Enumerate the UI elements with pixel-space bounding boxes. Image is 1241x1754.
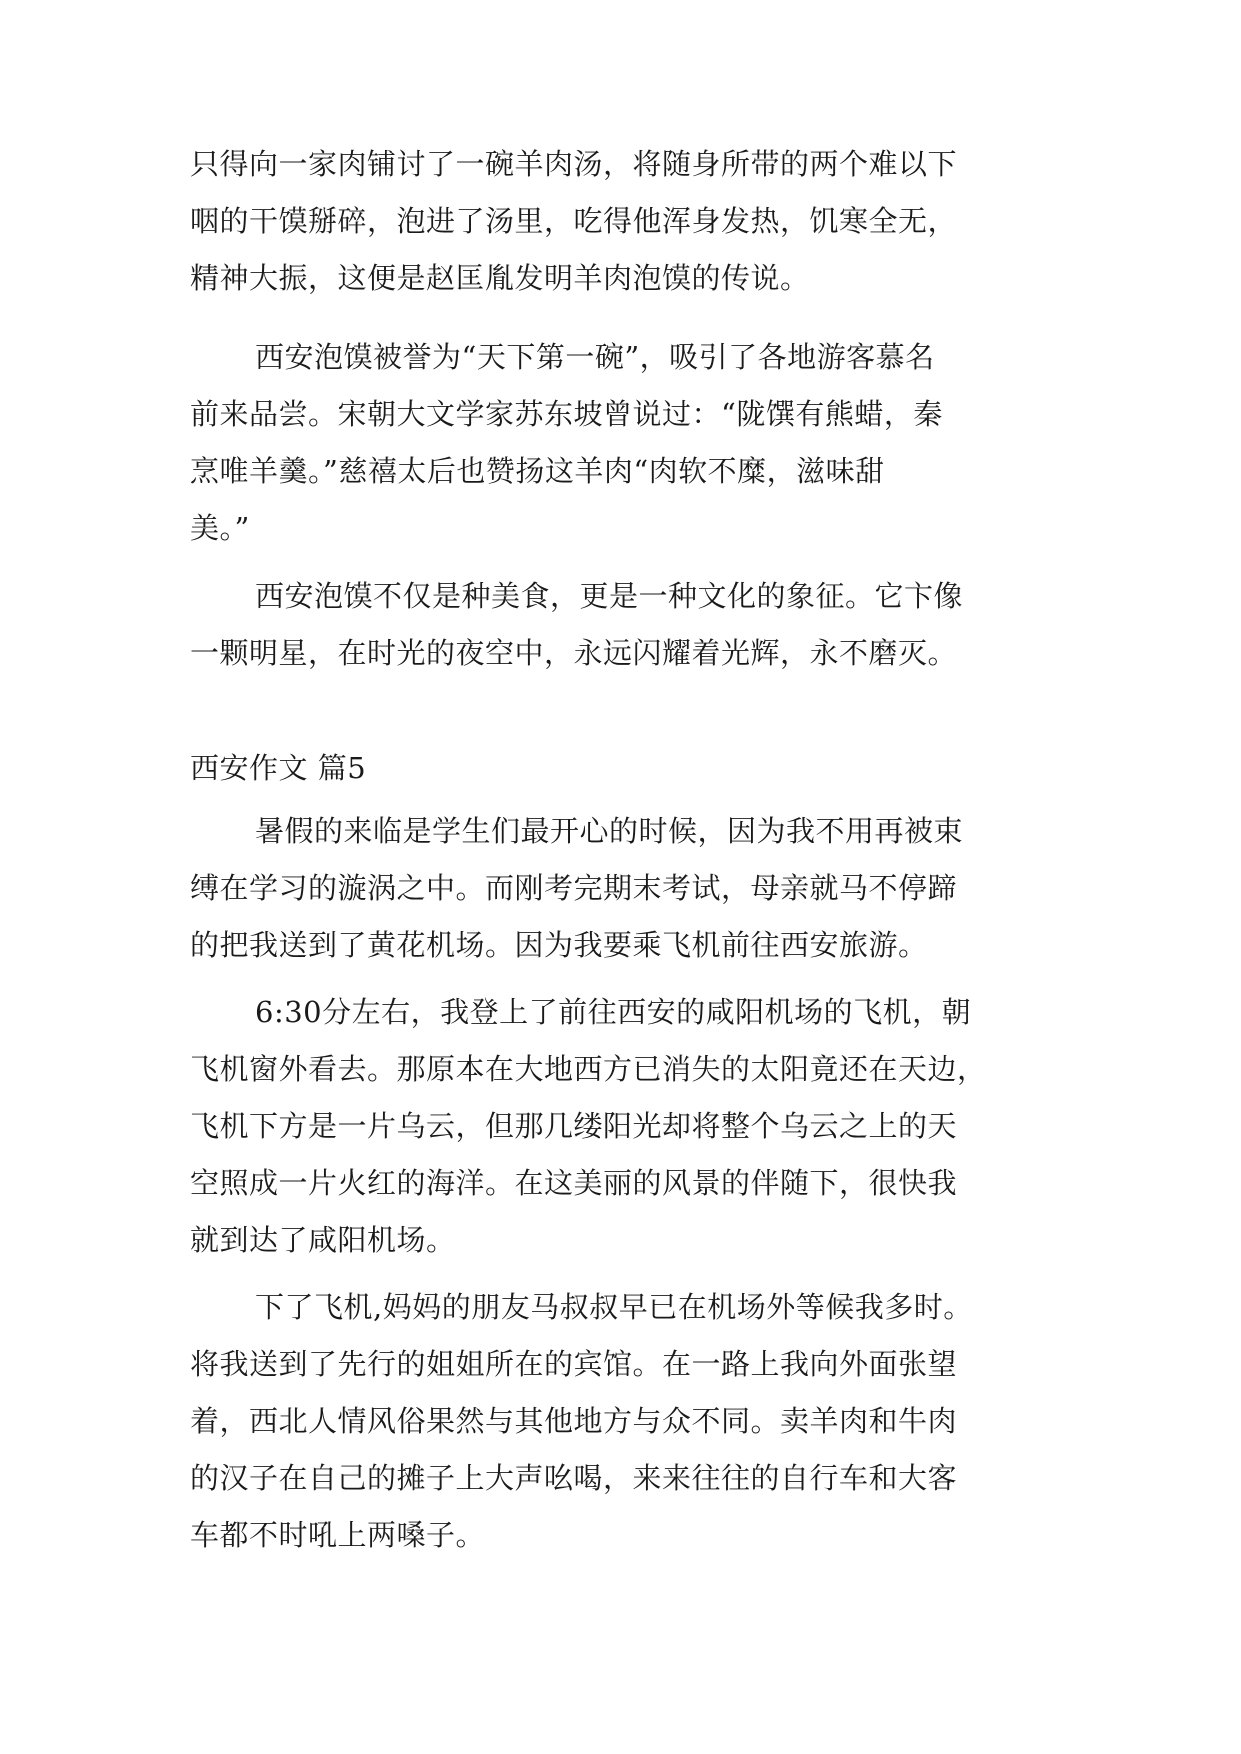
paragraph-line: 西安泡馍被誉为“天下第一碗”，吸引了各地游客慕名 (255, 340, 935, 374)
paragraph-line: 着，西北人情风俗果然与其他地方与众不同。卖羊肉和牛肉 (190, 1404, 958, 1438)
paragraph-line: 咽的干馍掰碎，泡进了汤里，吃得他浑身发热，饥寒全无， (190, 204, 958, 238)
paragraph-line: 车都不时吼上两嗓子。 (190, 1518, 486, 1552)
paragraph-line: 飞机窗外看去。那原本在大地西方已消失的太阳竟还在天边， (190, 1052, 987, 1086)
paragraph-line: 的把我送到了黄花机场。因为我要乘飞机前往西安旅游。 (190, 928, 928, 962)
paragraph-line: 一颗明星，在时光的夜空中，永远闪耀着光辉，永不磨灭。 (190, 636, 958, 670)
paragraph-line: 暑假的来临是学生们最开心的时候，因为我不用再被束 (255, 814, 964, 848)
paragraph-line: 空照成一片火红的海洋。在这美丽的风景的伴随下，很快我 (190, 1166, 958, 1200)
paragraph-line: 飞机下方是一片乌云，但那几缕阳光却将整个乌云之上的天 (190, 1109, 958, 1143)
paragraph-line: 下了飞机,妈妈的朋友马叔叔早已在机场外等候我多时。 (255, 1290, 973, 1324)
paragraph-line: 美。” (190, 511, 250, 545)
paragraph-line: 6:30分左右，我登上了前往西安的咸阳机场的飞机，朝 (255, 995, 972, 1029)
paragraph-line: 只得向一家肉铺讨了一碗羊肉汤，将随身所带的两个难以下 (190, 147, 958, 181)
paragraph-line: 前来品尝。宋朝大文学家苏东坡曾说过：“陇馔有熊蜡，秦 (190, 397, 943, 431)
paragraph-line: 就到达了咸阳机场。 (190, 1223, 456, 1257)
paragraph-line: 缚在学习的漩涡之中。而刚考完期末考试，母亲就马不停蹄 (190, 871, 958, 905)
paragraph-line: 精神大振，这便是赵匡胤发明羊肉泡馍的传说。 (190, 261, 810, 295)
paragraph-line: 西安泡馍不仅是种美食，更是一种文化的象征。它卞像 (255, 579, 964, 613)
paragraph-line: 的汉子在自己的摊子上大声吆喝，来来往往的自行车和大客 (190, 1461, 958, 1495)
paragraph-line: 烹唯羊羹。”慈禧太后也赞扬这羊肉“肉软不糜，滋味甜 (190, 454, 885, 488)
section-heading: 西安作文 篇5 (190, 751, 367, 785)
paragraph-line: 将我送到了先行的姐姐所在的宾馆。在一路上我向外面张望 (190, 1347, 958, 1381)
